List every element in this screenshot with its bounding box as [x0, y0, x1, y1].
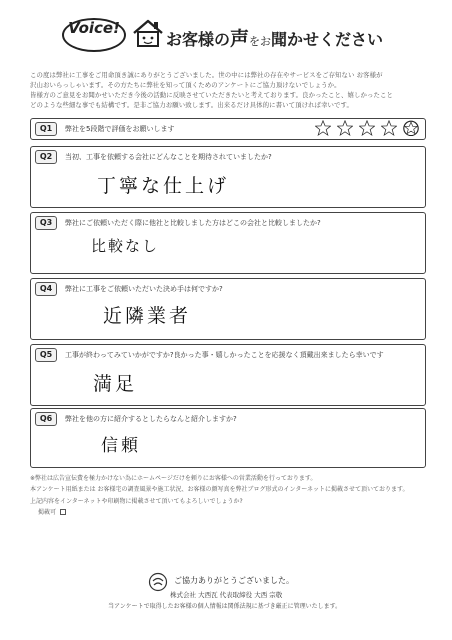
- star-icon[interactable]: [359, 120, 375, 136]
- question-tag: Q4: [35, 282, 57, 296]
- question-tag: Q1: [35, 122, 57, 136]
- question-2: [30, 146, 426, 208]
- rating-stars[interactable]: [315, 120, 419, 136]
- question-tag: Q2: [35, 150, 57, 164]
- star-icon[interactable]: [315, 120, 331, 136]
- handwritten-answer[interactable]: 丁寧な仕上げ: [97, 175, 230, 197]
- title-mid: をお: [249, 35, 272, 48]
- question-4: [30, 278, 426, 340]
- intro-line: どのような些細な事でも結構です。是非ご協力お願い致します。出来るだけ具体的に書いて頂ければ幸いです。: [30, 101, 353, 109]
- star-icon[interactable]: [337, 120, 353, 136]
- question-text: 工事が終わってみていかがですか?良かった事・嬉しかったことを応援なく頂戴出来ましたら幸いです: [65, 351, 384, 359]
- intro-line: この度は弊社に工事をご用命頂き誠にありがとうございました。世の中には弊社の存在やサービスをご存知ない お客様が: [30, 71, 383, 79]
- question-text: 当初、工事を依頼する会社にどんなことを期待されていましたか?: [65, 153, 272, 161]
- intro-line: 皆様方のご意見をお聞かせいただき今後の活動に反映させていただきたいと考えております。良かったこと、嬉しかったこと: [30, 91, 393, 99]
- handwritten-answer[interactable]: 満足: [93, 373, 138, 395]
- handwritten-answer[interactable]: 比較なし: [91, 237, 160, 255]
- footer-company: 株式会社 大西瓦 代表取締役 大西 宗敬: [170, 591, 283, 599]
- title-prefix: お客様の: [166, 30, 231, 49]
- question-tag: Q5: [35, 348, 57, 362]
- page-footer: [30, 568, 426, 612]
- title-suffix: 聞かせください: [271, 30, 384, 49]
- handwritten-answer[interactable]: 信頼: [101, 436, 141, 456]
- note-line: ※弊社は広告宣伝費を極力かけない為にホームページだけを頼りにお客様への営業活動を行っております。: [30, 475, 317, 482]
- note-line: 本アンケート用紙または お客様宅の調査風景や施工状況、お客様の顔写真を弊社ブログ形式のインターネットに掲載させて頂いております。: [30, 485, 409, 493]
- title-voice: 声: [230, 28, 250, 50]
- star-icon[interactable]: [381, 120, 397, 136]
- house-icon: [132, 18, 164, 48]
- company-logo-icon: [148, 572, 168, 592]
- question-1: [30, 118, 426, 140]
- note-line: 上記内容をインターネットや印刷物に掲載させて頂いてもよろしいでしょうか?: [30, 498, 243, 505]
- question-text: 弊社にご依頼いただく際に他社と比較しました方はどこの会社と比較しましたか?: [65, 219, 321, 227]
- question-5: [30, 344, 426, 406]
- intro-line: 沢山おいらっしゃいます。その方たちに弊社を知って頂くためのアンケートにご協力頂けないでしょうか。: [30, 81, 341, 89]
- page-header: [62, 12, 402, 64]
- question-6: [30, 408, 426, 468]
- handwritten-answer[interactable]: 近隣業者: [103, 305, 192, 327]
- voice-label: Voice!: [68, 19, 120, 37]
- intro-text: [30, 70, 422, 110]
- footer-thanks: ご協力ありがとうございました。: [174, 576, 294, 585]
- notes-section: [30, 474, 426, 518]
- consent-checkbox[interactable]: [60, 509, 66, 515]
- question-text: 弊社に工事をご依頼いただいた決め手は何ですか?: [65, 285, 223, 293]
- consent-label: 掲載可: [38, 508, 57, 516]
- question-text: 弊社を5段階で評価をお願いします: [65, 125, 175, 133]
- question-3: [30, 212, 426, 274]
- star-icon-circled[interactable]: [403, 120, 419, 136]
- footer-privacy: 当アンケートで取得したお客様の個人情報は関係法規に基づき厳正に管理いたします。: [108, 603, 342, 610]
- question-text: 弊社を他の方に紹介するとしたらなんと紹介しますか?: [65, 415, 237, 423]
- question-tag: Q3: [35, 216, 57, 230]
- page-title: [166, 24, 383, 51]
- question-tag: Q6: [35, 412, 57, 426]
